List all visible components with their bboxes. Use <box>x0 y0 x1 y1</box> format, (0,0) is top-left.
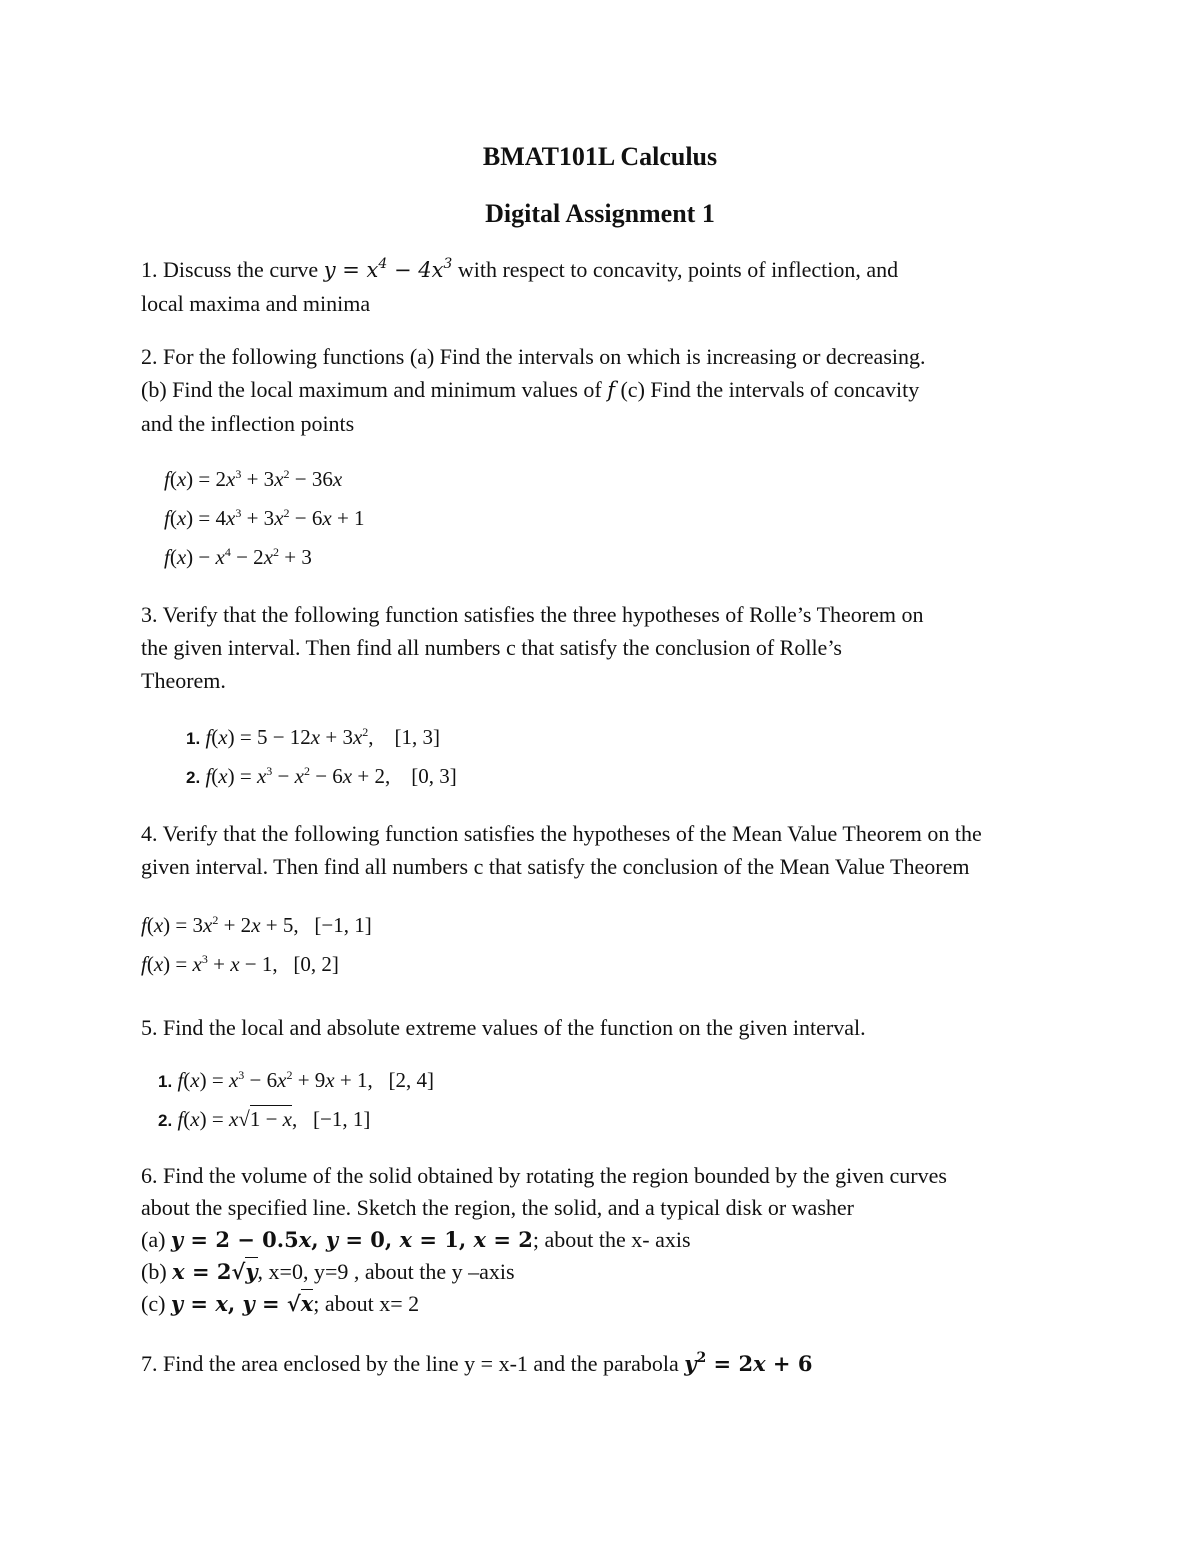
course-title: BMAT101L Calculus <box>482 142 718 171</box>
q7-parabola: $y^2 = 2x + 6$ <box>684 1350 813 1376</box>
question-6 <box>141 1160 1071 1320</box>
q5-item-2-interval: [−1, 1] <box>312 1107 371 1131</box>
q3-item-2: 2. $f(x) = x^3 - x^2 - 6x + 2$, [0, 3] <box>186 764 457 788</box>
q4-item-2-interval: [0, 2] <box>293 952 339 976</box>
q1-post: with respect to concavity, points of inflection, and <box>452 257 899 282</box>
q5-item-1: 1. $f(x) = x^3 - 6x^2 + 9x + 1$, [2, 4] <box>158 1068 434 1092</box>
q2-function-2: $f(x) = 4x^3 + 3x^2 - 6x + 1$ <box>164 506 365 530</box>
q2-function-1: $f(x) = 2x^3 + 3x^2 - 36x$ <box>164 467 343 491</box>
question-7 <box>141 1347 1071 1380</box>
q3-line3: Theorem. <box>141 668 226 693</box>
q2-line2-post: (c) Find the intervals of concavity <box>614 377 920 402</box>
q3-item-1: 1. $f(x) = 5 - 12x + 3x^2$, [1, 3] <box>186 725 441 749</box>
q6-b-eq: x = 2√y <box>172 1259 258 1284</box>
question-1 <box>141 253 1071 320</box>
q4-item-1-interval: [−1, 1] <box>314 913 372 937</box>
question-4 <box>141 817 1071 883</box>
q6-b-label: (b) <box>141 1259 173 1284</box>
question-5 <box>141 1011 1071 1044</box>
q1-pre: Discuss the curve <box>163 257 324 282</box>
q2-function-3: $f(x) - x^4 - 2x^2 + 3$ <box>164 545 312 569</box>
q1-number: 1. <box>141 257 158 282</box>
q4-line2: given interval. Then find all numbers c that satisfy the conclusion of the Mean Value Theorem <box>141 854 970 879</box>
q6-c-eq: y = x, y = √x <box>170 1291 314 1316</box>
q1-curve: $y = x^4 - 4x^3$ <box>323 256 453 282</box>
q1-line2: local maxima and minima <box>141 291 371 316</box>
q2-f: f <box>607 378 615 402</box>
question-3 <box>141 598 1071 697</box>
q6-a-eq: y = 2 − 0.5x, y = 0, x = 1, x = 2 <box>170 1227 533 1252</box>
q2-line1: 2. For the following functions (a) Find the intervals on which is increasing or decreasing. <box>141 344 926 369</box>
q6-a-post: ; about the x- axis <box>532 1227 691 1252</box>
q4-item-1: $f(x) = 3x^2 + 2x + 5$, [−1, 1] <box>141 913 372 937</box>
q3-line1: 3. Verify that the following function satisfies the three hypotheses of Rolle’s Theorem on <box>141 602 924 627</box>
q6-c-label: (c) <box>141 1291 171 1316</box>
q5-item-1-interval: [2, 4] <box>388 1068 434 1092</box>
q6-line1: 6. Find the volume of the solid obtained by rotating the region bounded by the given curves <box>141 1163 947 1188</box>
question-2 <box>141 340 1071 440</box>
q7-pre: 7. Find the area enclosed by the line y = x-1 and the parabola <box>141 1351 685 1376</box>
q6-c-post: ; about x= 2 <box>313 1291 420 1316</box>
q6-a-label: (a) <box>141 1227 171 1252</box>
q4-line1: 4. Verify that the following function satisfies the hypotheses of the Mean Value Theorem on the <box>141 821 982 846</box>
q5-line1: 5. Find the local and absolute extreme values of the function on the given interval. <box>141 1015 866 1040</box>
q2-line3: and the inflection points <box>141 411 355 436</box>
q3-item-2-interval: [0, 3] <box>411 764 457 788</box>
q3-item-1-interval: [1, 3] <box>394 725 441 749</box>
assignment-title: Digital Assignment 1 <box>485 199 715 228</box>
q2-line2-pre: (b) Find the local maximum and minimum values of <box>141 377 608 402</box>
q5-item-2: 2. f(x) = x√1 − x, [−1, 1] <box>158 1107 371 1131</box>
q3-line2: the given interval. Then find all numbers c that satisfy the conclusion of Rolle’s <box>141 635 842 660</box>
q6-b-post: , x=0, y=9 , about the y –axis <box>257 1259 515 1284</box>
q6-line2: about the specified line. Sketch the region, the solid, and a typical disk or washer <box>141 1195 854 1220</box>
q4-item-2: $f(x) = x^3 + x - 1$, [0, 2] <box>141 952 339 976</box>
